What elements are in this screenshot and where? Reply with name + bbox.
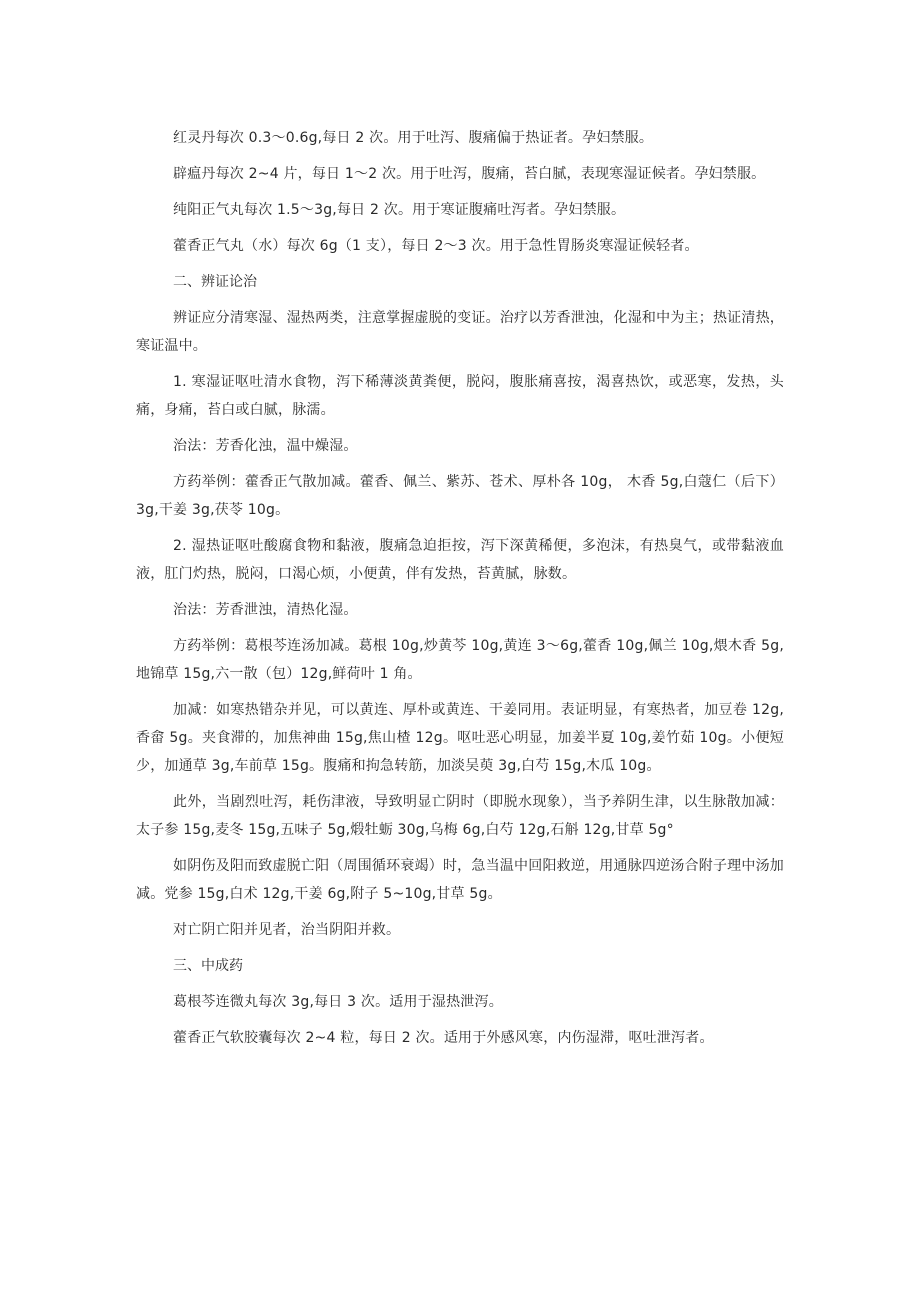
paragraph-yin-yang-loss: 对亡阴亡阳并见者，治当阴阳并救。 [173, 922, 401, 938]
paragraph-huoxiang-softgel: 藿香正气软胶囊每次 2~4 粒，每日 2 次。适用于外感风寒，内伤湿滞，呕吐泄泻者。 [173, 1030, 714, 1046]
section-heading-differentiation: 二、辨证论治 [173, 274, 257, 290]
paragraph-yin-loss: 此外，当剧烈吐泻，耗伤津液，导致明显亡阴时（即脱水现象），当予养阴生津，以生脉散加减：太子参 15g,麦冬 15g,五味子 5g,煅牡蛎 30g,乌梅 6g,白芍 12g,石斛 12g,甘草 5g° [136, 794, 784, 838]
paragraph-cold-damp-treatment: 治法：芳香化浊，温中燥湿。 [173, 438, 358, 454]
paragraph-modifications: 加减：如寒热错杂并见，可以黄连、厚朴或黄连、干姜同用。表证明显，有寒热者，加豆卷 12g,香畲 5g。夹食滞的，加焦神曲 15g,焦山楂 12g。呕吐恶心明显，加姜半夏 10g,姜竹茹 10g。小便短少，加通草 3g,车前草 15g。腹痛和拘急转筋，加淡吴萸 3g,白芍 15g,木瓜 10g。 [136, 702, 784, 774]
paragraph-differentiation-intro: 辨证应分清寒湿、湿热两类，注意掌握虚脱的变证。治疗以芳香泄浊，化湿和中为主；热证清热，寒证温中。 [136, 310, 784, 354]
paragraph-huoxiang-zhengqi-wan: 藿香正气丸（水）每次 6g（1 支），每日 2～3 次。用于急性胃肠炎寒湿证候轻者。 [173, 238, 699, 254]
paragraph-yang-loss: 如阴伤及阳而致虚脱亡阳（周围循环衰竭）时，急当温中回阳救逆，用通脉四逆汤合附子理中汤加减。党参 15g,白术 12g,干姜 6g,附子 5~10g,甘草 5g。 [136, 858, 784, 902]
paragraph-cold-damp-prescription: 方药举例：藿香正气散加减。藿香、佩兰、紫苏、苍术、厚朴各 10g， 木香 5g,白蔻仁（后下）3g,干姜 3g,茯苓 10g。 [136, 474, 784, 518]
paragraph-hongling-dan: 红灵丹每次 0.3～0.6g,每日 2 次。用于吐泻、腹痛偏于热证者。孕妇禁服。 [173, 130, 654, 146]
paragraph-damp-heat-syndrome: 2. 湿热证呕吐酸腐食物和黏液，腹痛急迫拒按，泻下深黄稀便，多泡沫，有热臭气，或带黏液血液，肛门灼热，脱闷，口渴心烦，小便黄，伴有发热，苔黄腻，脉数。 [136, 538, 784, 582]
paragraph-damp-heat-prescription: 方药举例：葛根芩连汤加减。葛根 10g,炒黄芩 10g,黄连 3～6g,藿香 10g,佩兰 10g,煨木香 5g,地锦草 15g,六一散（包）12g,鲜荷叶 1 角。 [136, 638, 784, 682]
section-heading-patent-medicine: 三、中成药 [173, 958, 243, 974]
paragraph-chunyang-zhengqi-wan: 纯阳正气丸每次 1.5～3g,每日 2 次。用于寒证腹痛吐泻者。孕妇禁服。 [173, 202, 626, 218]
paragraph-cold-damp-syndrome: 1. 寒湿证呕吐清水食物，泻下稀薄淡黄粪便，脱闷，腹胀痛喜按，渴喜热饮，或恶寒，发热，头痛，身痛，苔白或白腻，脉濡。 [136, 374, 784, 418]
paragraph-piwen-dan: 辟瘟丹每次 2~4 片，每日 1～2 次。用于吐泻，腹痛，苔白腻，表现寒湿证候者。孕妇禁服。 [173, 166, 766, 182]
paragraph-gegen-qinlian-pill: 葛根芩连微丸每次 3g,每日 3 次。适用于湿热泄泻。 [173, 994, 503, 1010]
paragraph-damp-heat-treatment: 治法：芳香泄浊，清热化湿。 [173, 602, 358, 618]
